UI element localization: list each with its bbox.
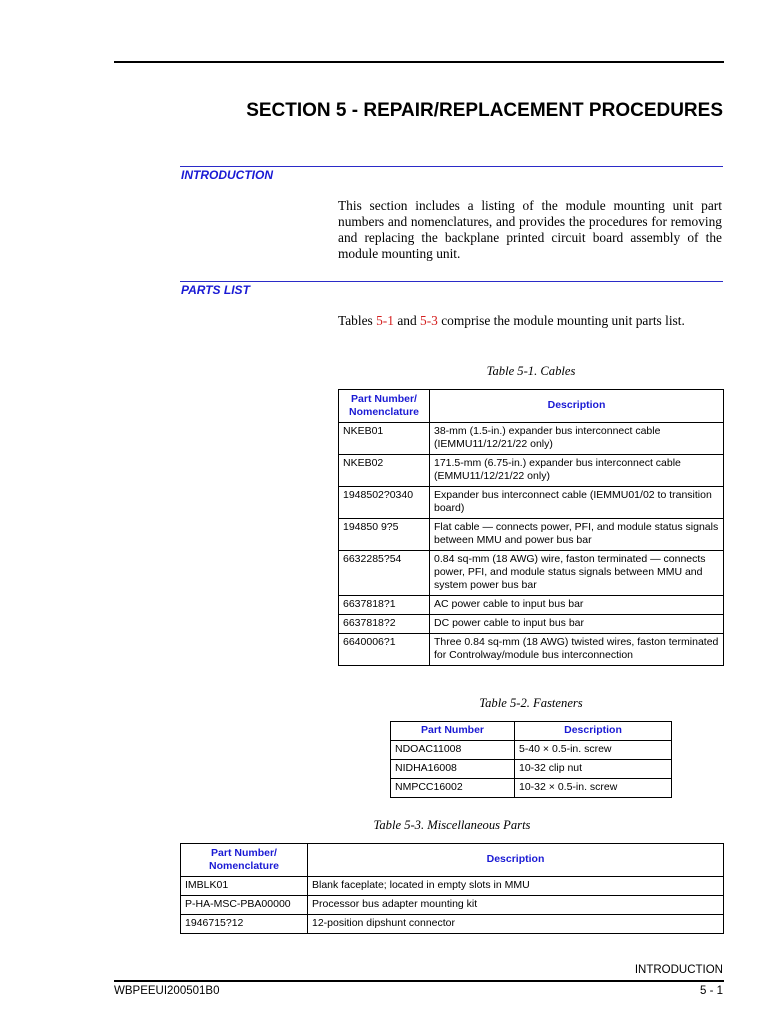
parts-list-paragraph	[338, 313, 722, 329]
footer-section-name: INTRODUCTION	[634, 964, 723, 976]
description-cell: 12-position dipshunt connector	[308, 915, 724, 934]
column-header-description: Description	[308, 844, 724, 877]
table-header-row	[181, 844, 724, 877]
part-number-cell: P-HA-MSC-PBA00000	[181, 896, 308, 915]
column-header-description: Description	[515, 722, 672, 741]
miscellaneous-parts-table	[180, 843, 724, 934]
part-number-cell: 6637818?2	[339, 615, 430, 634]
description-cell: 10-32 × 0.5-in. screw	[515, 779, 672, 798]
part-number-cell: 1946715?12	[181, 915, 308, 934]
table-5-1-caption: Table 5-1. Cables	[486, 364, 576, 378]
description-cell: Processor bus adapter mounting kit	[308, 896, 724, 915]
table-row	[181, 915, 724, 934]
table-header-row	[339, 390, 724, 423]
part-number-cell: NIDHA16008	[391, 760, 515, 779]
footer-document-id: WBPEEUI200501B0	[114, 985, 220, 997]
table-row	[339, 615, 724, 634]
description-cell: 5-40 × 0.5-in. screw	[515, 741, 672, 760]
part-number-cell: NKEB02	[339, 455, 430, 487]
page-title: SECTION 5 - REPAIR/REPLACEMENT PROCEDURES	[246, 100, 723, 121]
parts-list-rule	[180, 281, 723, 282]
introduction-paragraph: This section includes a listing of the module mounting unit part numbers and nomenclatures, and provides the procedures for removing and replacing the backplane printed circuit board assembly of the module mounting unit.	[338, 198, 722, 261]
part-number-cell: 6637818?1	[339, 596, 430, 615]
introduction-rule	[180, 166, 723, 167]
top-rule	[114, 61, 724, 63]
table-5-1-link[interactable]: 5-1	[376, 313, 394, 328]
table-row	[181, 896, 724, 915]
description-cell: 10-32 clip nut	[515, 760, 672, 779]
column-header-description: Description	[430, 390, 724, 423]
part-number-cell: 6632285?54	[339, 551, 430, 596]
parts-list-heading: PARTS LIST	[181, 283, 250, 297]
part-number-cell: NMPCC16002	[391, 779, 515, 798]
parts-list-text-post: comprise the module mounting unit parts list.	[437, 313, 685, 328]
description-cell: Blank faceplate; located in empty slots in MMU	[308, 877, 724, 896]
description-cell: Expander bus interconnect cable (IEMMU01/02 to transition board)	[430, 487, 724, 519]
table-row	[339, 487, 724, 519]
table-row	[391, 741, 672, 760]
description-cell: 0.84 sq-mm (18 AWG) wire, faston terminated — connects power, PFI, and module status signals between MMU and system power bus bar	[430, 551, 724, 596]
parts-list-text-pre: Tables	[338, 313, 377, 328]
table-row	[339, 423, 724, 455]
table-5-3-link[interactable]: 5-3	[420, 313, 438, 328]
table-row	[339, 551, 724, 596]
description-cell: AC power cable to input bus bar	[430, 596, 724, 615]
table-row	[391, 779, 672, 798]
table-header-row	[391, 722, 672, 741]
part-number-cell: NKEB01	[339, 423, 430, 455]
description-cell: Three 0.84 sq-mm (18 AWG) twisted wires, faston terminated for Controlway/module bus interconnection	[430, 634, 724, 666]
description-cell: 171.5-mm (6.75-in.) expander bus interconnect cable (EMMU11/12/21/22 only)	[430, 455, 724, 487]
description-cell: Flat cable — connects power, PFI, and module status signals between MMU and power bus bar	[430, 519, 724, 551]
table-row	[181, 877, 724, 896]
part-number-cell: NDOAC11008	[391, 741, 515, 760]
column-header-part-number: Part Number/ Nomenclature	[339, 390, 430, 423]
table-row	[391, 760, 672, 779]
table-row	[339, 634, 724, 666]
parts-list-text-mid: and	[393, 313, 420, 328]
introduction-heading: INTRODUCTION	[181, 168, 273, 182]
description-cell: 38-mm (1.5-in.) expander bus interconnect cable (IEMMU11/12/21/22 only)	[430, 423, 724, 455]
description-cell: DC power cable to input bus bar	[430, 615, 724, 634]
cables-table	[338, 389, 724, 666]
table-row	[339, 596, 724, 615]
table-row	[339, 455, 724, 487]
table-5-3-caption: Table 5-3. Miscellaneous Parts	[373, 818, 531, 832]
table-row	[339, 519, 724, 551]
part-number-cell: 1948502?0340	[339, 487, 430, 519]
column-header-part-number: Part Number	[391, 722, 515, 741]
column-header-part-number: Part Number/ Nomenclature	[181, 844, 308, 877]
part-number-cell: 194850 9?5	[339, 519, 430, 551]
footer-page-number: 5 - 1	[699, 985, 723, 997]
part-number-cell: IMBLK01	[181, 877, 308, 896]
table-5-2-caption: Table 5-2. Fasteners	[479, 696, 583, 710]
fasteners-table	[390, 721, 672, 798]
footer-rule	[114, 980, 724, 982]
part-number-cell: 6640006?1	[339, 634, 430, 666]
